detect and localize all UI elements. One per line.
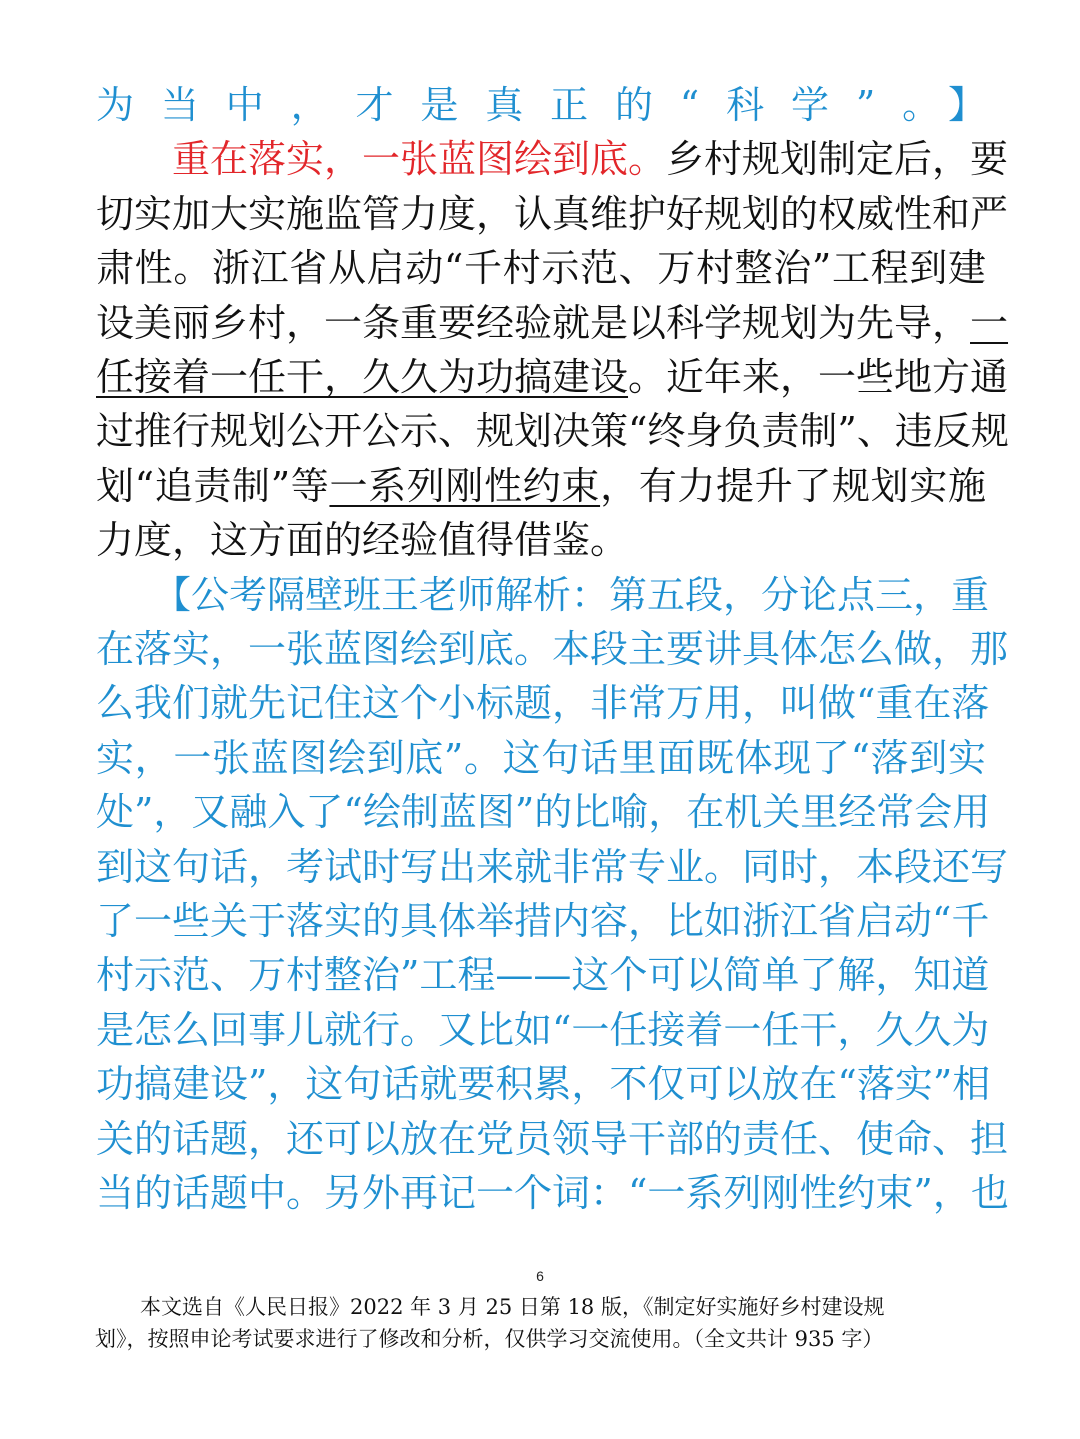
text-line bbox=[96, 622, 1009, 676]
underlined-phrase: 任接着一任干，久久为功搞建设 bbox=[96, 355, 629, 399]
text-run: 肃性。浙江省从启动“千村示范、万村整治”工程到建 bbox=[96, 246, 986, 291]
text-run: 了一些关于落实的具体举措内容，比如浙江省启动“千 bbox=[96, 899, 990, 943]
text-run: 到这句话，考试时写出来就非常专业。同时，本段还写 bbox=[96, 844, 1009, 889]
text-run: 是怎么回事儿就行。又比如“一任接着一任干，久久为 bbox=[96, 1007, 990, 1052]
text-line bbox=[96, 513, 986, 567]
page-number: 6 bbox=[536, 1268, 544, 1284]
text-line bbox=[96, 132, 1009, 186]
text-run: 处”，又融入了“绘制蓝图”的比喻，在机关里经常会用 bbox=[96, 790, 991, 835]
text-line bbox=[96, 1166, 1009, 1220]
text-line bbox=[96, 1003, 990, 1057]
text-line bbox=[96, 241, 986, 295]
text-line bbox=[96, 785, 991, 839]
text-run: 村示范、万村整治”工程——这个可以简单了解，知道 bbox=[96, 953, 990, 998]
text-run: 么我们就先记住这个小标题，非常万用，叫做“重在落 bbox=[96, 681, 990, 726]
text-run: 切实加大实施监管力度，认真维护好规划的权威性和严 bbox=[96, 191, 1009, 236]
text-run: 。近年来，一些地方通 bbox=[628, 355, 1009, 399]
text-run: 关的话题，还可以放在党员领导干部的责任、使命、担 bbox=[96, 1116, 1009, 1161]
footer-source-line-1: 本文选自《人民日报》2022 年 3 月 25 日第 18 版，《制定好实施好乡村建设规 bbox=[140, 1295, 885, 1319]
underlined-phrase: 一系列刚性约束 bbox=[329, 463, 601, 508]
section-heading: 重在落实，一张蓝图绘到底。 bbox=[96, 137, 667, 182]
footer-source-line-2: 划》，按照申论考试要求进行了修改和分析，仅供学习交流使用。（全文共计 935 字） bbox=[95, 1327, 884, 1351]
text-run: 乡村规划制定后，要 bbox=[666, 137, 1009, 182]
text-line bbox=[96, 568, 990, 622]
text-run: 功搞建设”，这句话就要积累，不仅可以放在“落实”相 bbox=[96, 1062, 991, 1107]
text-line bbox=[96, 187, 1009, 241]
underlined-phrase: 一 bbox=[970, 300, 1009, 345]
text-line bbox=[96, 840, 1009, 894]
text-run: 实，一张蓝图绘到底”。这句话里面既体现了“落到实 bbox=[96, 735, 986, 780]
text-line bbox=[96, 1057, 991, 1111]
text-line bbox=[96, 1112, 1009, 1166]
text-run: 【公考隔壁班王老师解析：第五段，分论点三，重 bbox=[96, 572, 990, 617]
text-line bbox=[96, 731, 986, 785]
text-line bbox=[96, 296, 1009, 350]
text-run: 设美丽乡村，一条重要经验就是以科学规划为先导， bbox=[96, 300, 971, 345]
text-line bbox=[96, 78, 986, 132]
text-run: ，有力提升了规划实施 bbox=[600, 463, 986, 508]
text-line bbox=[96, 459, 986, 513]
text-run: 为当中，才是真正的“科学”。】 bbox=[96, 83, 986, 127]
text-run: 在落实，一张蓝图绘到底。本段主要讲具体怎么做，那 bbox=[96, 627, 1009, 671]
text-run: 当的话题中。另外再记一个词：“一系列刚性约束”，也 bbox=[96, 1171, 1009, 1215]
text-line bbox=[96, 404, 1009, 458]
text-line bbox=[96, 948, 990, 1002]
text-line bbox=[96, 676, 990, 730]
text-run: 过推行规划公开公示、规划决策“终身负责制”、违反规 bbox=[96, 409, 1009, 454]
text-run: 划“追责制”等 bbox=[96, 463, 330, 508]
text-line bbox=[96, 350, 1009, 404]
text-run: 力度，这方面的经验值得借鉴。 bbox=[96, 518, 629, 563]
text-line bbox=[96, 894, 990, 948]
